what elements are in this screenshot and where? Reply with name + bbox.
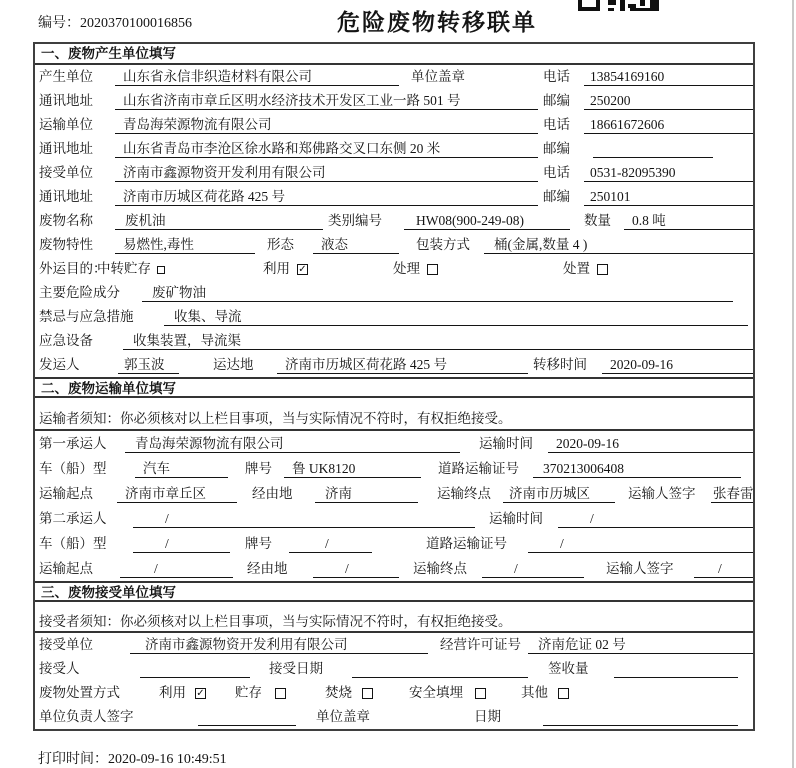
route-start-label: 运输起点 (39, 486, 93, 501)
checkbox-incinerate (362, 688, 373, 699)
zip-label: 邮编 (543, 93, 570, 108)
print-time-label: 打印时间： (38, 752, 108, 767)
road-permit-value: / (528, 535, 753, 553)
option-dispose-label: 处置 (563, 261, 590, 276)
checkbox-transit-storage (157, 266, 165, 274)
plate-number-value: 鲁 UK8120 (284, 460, 421, 478)
date-value (543, 708, 738, 726)
checkbox-other (558, 688, 569, 699)
route-start-label: 运输起点 (39, 561, 93, 576)
transport-unit-value: 青岛海荣源物流有限公司 (115, 116, 538, 134)
form-number-value: 2020370100016856 (80, 16, 192, 31)
row-transfer-purpose (35, 257, 753, 281)
license-number-value: 济南危证 02 号 (528, 636, 753, 654)
vehicle-type-value: 汽车 (135, 460, 228, 478)
zip-label: 邮编 (543, 141, 570, 156)
row-first-carrier (35, 431, 753, 456)
road-permit-value: 370213006408 (533, 460, 741, 478)
category-code-label: 类别编号 (328, 213, 382, 228)
form-state-value: 液态 (313, 236, 399, 254)
carrier-signature-value: 张春雷 (713, 486, 753, 501)
receiver-unit-label: 接受单位 (39, 165, 93, 180)
option-transit-storage-label: 中转贮存 (97, 261, 151, 276)
via-label: 经由地 (247, 561, 288, 576)
transfer-time-label: 转移时间 (533, 357, 587, 372)
shipper-label: 发运人 (39, 357, 80, 372)
option-utilize-label: 利用 (263, 261, 290, 276)
carrier-signature-label: 运输人签字 (606, 561, 674, 576)
category-code-value: HW08(900-249-08) (404, 212, 570, 230)
checkbox-utilize: ✓ (298, 264, 307, 275)
responsible-signature-value (198, 708, 296, 726)
row-emergency-measures (35, 305, 753, 329)
first-carrier-value: 青岛海荣源物流有限公司 (125, 435, 460, 453)
via-label: 经由地 (252, 486, 293, 501)
option-incinerate-label: 焚烧 (325, 685, 352, 700)
route-start-value: / (120, 560, 233, 578)
producer-unit-label: 产生单位 (39, 69, 93, 84)
transport-time-value: / (558, 510, 753, 528)
section2-title: 二、废物运输单位填写 (35, 377, 753, 398)
phone-label: 电话 (543, 165, 570, 180)
second-carrier-label: 第二承运人 (39, 511, 107, 526)
manifest-form (33, 42, 755, 731)
receiver-notice: 接受者须知：你必须核对以上栏目事项，当与实际情况不符时，有权拒绝接受。 (35, 602, 753, 633)
waste-name-value: 废机油 (115, 212, 323, 230)
producer-unit-value: 山东省永信非织造材料有限公司 (115, 68, 399, 86)
acceptor-label: 接受人 (39, 661, 80, 676)
route-end-value: / (482, 560, 584, 578)
phone-value: 13854169160 (584, 68, 753, 86)
zip-value (593, 140, 713, 158)
received-amount-value (614, 660, 738, 678)
plate-number-value: / (289, 535, 372, 553)
row-producer-address (35, 89, 753, 113)
option-other-label: 其他 (521, 685, 548, 700)
zip-value: 250200 (584, 92, 753, 110)
waste-character-value: 易燃性,毒性 (115, 236, 255, 254)
row-hazardous-component (35, 281, 753, 305)
address-value: 济南市历城区荷花路 425 号 (115, 188, 538, 206)
transporter-notice: 运输者须知：你必须核对以上栏目事项，当与实际情况不符时，有权拒绝接受。 (35, 398, 753, 431)
row-vehicle-1 (35, 456, 753, 481)
form-state-label: 形态 (267, 237, 294, 252)
accept-date-value (352, 660, 528, 678)
option-landfill-label: 安全填埋 (409, 685, 463, 700)
row-emergency-equipment (35, 329, 753, 353)
checkbox-utilize: ✓ (196, 688, 205, 699)
via-value: 济南 (315, 485, 418, 503)
route-start-value: 济南市章丘区 (117, 485, 237, 503)
row-second-carrier (35, 506, 753, 531)
transport-unit-label: 运输单位 (39, 117, 93, 132)
plate-number-label: 牌号 (245, 536, 272, 551)
vehicle-type-label: 车（船）型 (39, 536, 107, 551)
unit-seal-label: 单位盖章 (316, 709, 370, 724)
unit-seal-label: 单位盖章 (411, 69, 465, 84)
via-value: / (313, 560, 399, 578)
transport-time-label: 运输时间 (489, 511, 543, 526)
emergency-equipment-label: 应急设备 (39, 333, 93, 348)
carrier-signature-value: / (694, 560, 753, 578)
row-acceptor (35, 657, 753, 681)
waste-character-label: 废物特性 (39, 237, 93, 252)
emergency-measures-label: 禁忌与应急措施 (39, 309, 134, 324)
emergency-equipment-value: 收集装置，导流渠 (123, 332, 753, 350)
transport-time-value: 2020-09-16 (548, 435, 753, 453)
address-label: 通讯地址 (39, 93, 93, 108)
vehicle-type-value: / (133, 535, 230, 553)
road-permit-label: 道路运输证号 (426, 536, 507, 551)
route-end-value: 济南市历城区 (503, 485, 615, 503)
row-transport-address (35, 137, 753, 161)
road-permit-label: 道路运输证号 (438, 461, 519, 476)
row-vehicle-2 (35, 531, 753, 556)
emergency-measures-value: 收集、导流 (164, 308, 748, 326)
received-amount-label: 签收量 (548, 661, 589, 676)
carrier-signature-label: 运输人签字 (628, 486, 696, 501)
phone-label: 电话 (543, 69, 570, 84)
page-title: 危险废物转移联单 (337, 10, 537, 35)
checkbox-storage (275, 688, 286, 699)
section1-title: 一、废物产生单位填写 (35, 44, 753, 65)
destination-label: 运达地 (213, 357, 254, 372)
option-storage-label: 贮存 (235, 685, 262, 700)
route-end-label: 运输终点 (437, 486, 491, 501)
row-route-1 (35, 481, 753, 506)
row-receiver-address (35, 185, 753, 209)
row-waste-name (35, 209, 753, 233)
phone-label: 电话 (543, 117, 570, 132)
receiver-unit-value: 济南市鑫源物资开发利用有限公司 (115, 164, 538, 182)
packing-label: 包装方式 (416, 237, 470, 252)
accept-unit-label: 接受单位 (39, 637, 93, 652)
qr-code-icon (578, 0, 664, 11)
hazardous-component-value: 废矿物油 (142, 284, 733, 302)
option-utilize-label: 利用 (159, 685, 186, 700)
license-number-label: 经营许可证号 (440, 637, 521, 652)
row-receiver-unit (35, 161, 753, 185)
phone-value: 0531-82095390 (584, 164, 753, 182)
disposal-method-label: 废物处置方式 (39, 685, 120, 700)
row-route-2 (35, 556, 753, 581)
form-number-label: 编号： (38, 16, 80, 31)
first-carrier-label: 第一承运人 (39, 436, 107, 451)
destination-value: 济南市历城区荷花路 425 号 (277, 356, 528, 374)
row-waste-character (35, 233, 753, 257)
print-time (38, 748, 227, 768)
accept-date-label: 接受日期 (269, 661, 323, 676)
transport-time-label: 运输时间 (479, 436, 533, 451)
responsible-signature-label: 单位负责人签字 (39, 709, 134, 724)
shipper-value: 郭玉波 (118, 356, 179, 374)
row-shipper (35, 353, 753, 377)
quantity-value: 0.8 吨 (624, 212, 753, 230)
print-time-value: 2020-09-16 10:49:51 (108, 752, 227, 767)
hazardous-component-label: 主要危险成分 (39, 285, 120, 300)
quantity-label: 数量 (584, 213, 611, 228)
checkbox-dispose (597, 264, 608, 275)
purpose-label: 外运目的： (39, 261, 107, 276)
plate-number-label: 牌号 (245, 461, 272, 476)
row-disposal-method (35, 681, 753, 705)
acceptor-value (140, 660, 250, 678)
accept-unit-value: 济南市鑫源物资开发利用有限公司 (130, 636, 428, 654)
second-carrier-value: / (133, 510, 475, 528)
transfer-time-value: 2020-09-16 (602, 356, 753, 374)
option-treat-label: 处理 (393, 261, 420, 276)
section3-title: 三、废物接受单位填写 (35, 581, 753, 602)
address-label: 通讯地址 (39, 141, 93, 156)
date-label: 日期 (474, 709, 501, 724)
address-value: 山东省济南市章丘区明水经济技术开发区工业一路 501 号 (115, 92, 538, 110)
page-edge-divider (792, 0, 794, 768)
zip-value: 250101 (584, 188, 753, 206)
address-value: 山东省青岛市李沧区徐水路和郑佛路交叉口东侧 20 米 (115, 140, 538, 158)
vehicle-type-label: 车（船）型 (39, 461, 107, 476)
address-label: 通讯地址 (39, 189, 93, 204)
route-end-label: 运输终点 (413, 561, 467, 576)
checkbox-landfill (475, 688, 486, 699)
zip-label: 邮编 (543, 189, 570, 204)
phone-value: 18661672606 (584, 116, 753, 134)
waste-name-label: 废物名称 (39, 213, 93, 228)
row-transport-unit (35, 113, 753, 137)
checkbox-treat (427, 264, 438, 275)
row-producer-unit (35, 65, 753, 89)
packing-value: 桶(金属,数量 4 ) (484, 236, 753, 254)
row-accept-unit (35, 633, 753, 657)
row-responsible-signature (35, 705, 753, 729)
